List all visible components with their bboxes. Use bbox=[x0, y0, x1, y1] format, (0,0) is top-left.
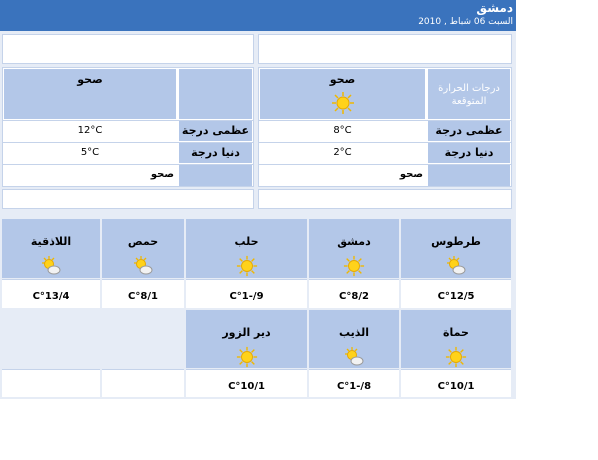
city-card-8 bbox=[186, 310, 307, 368]
sun-icon bbox=[236, 255, 258, 277]
tomorrow-summary-label-cell bbox=[179, 165, 252, 186]
city-card-7 bbox=[309, 310, 399, 368]
city-temp: C°10/1 bbox=[228, 381, 265, 392]
cities-grid bbox=[0, 213, 516, 399]
tomorrow-max-value: 12°C bbox=[77, 125, 103, 136]
tomorrow-max-value-cell bbox=[4, 121, 176, 141]
city-temp-cell-4 bbox=[102, 279, 184, 308]
sun-cloud-icon bbox=[40, 255, 62, 277]
sun-icon bbox=[236, 346, 258, 368]
tomorrow-max-label-cell bbox=[179, 121, 252, 141]
today-min-value-cell bbox=[260, 143, 425, 163]
today-condition-cell bbox=[260, 69, 425, 119]
panel-spacer-right bbox=[258, 34, 512, 64]
city-name: دمشق bbox=[337, 235, 371, 248]
today-max-label: عظمى درجة bbox=[435, 124, 503, 137]
today-min-value: 2°C bbox=[333, 147, 352, 158]
today-summary-label-cell bbox=[428, 165, 510, 186]
city-temp-cell-8 bbox=[186, 369, 307, 397]
sun-cloud-icon bbox=[445, 255, 467, 277]
panel-footer-left bbox=[2, 189, 254, 209]
city-temp: C°10/1 bbox=[437, 381, 475, 392]
city-name: دير الزور bbox=[222, 326, 271, 339]
city-name: طرطوس bbox=[431, 235, 481, 248]
today-forecast-box bbox=[258, 67, 512, 187]
today-title-label: درجات الحرارة المتوقعة bbox=[438, 83, 500, 107]
city-temp-cell-6 bbox=[401, 369, 511, 397]
tomorrow-min-label: دنيا درجة bbox=[191, 146, 240, 159]
city-card-1 bbox=[401, 219, 511, 278]
today-min-label: دنيا درجة bbox=[444, 146, 494, 159]
tomorrow-min-value-cell bbox=[4, 143, 176, 163]
today-min-label-cell bbox=[428, 143, 510, 163]
city-temp: C°8/1 bbox=[128, 291, 158, 302]
tomorrow-min-value: 5°C bbox=[80, 147, 100, 158]
city-card-6 bbox=[401, 310, 511, 368]
today-title-cell bbox=[428, 69, 510, 119]
sun-icon bbox=[445, 346, 467, 368]
sun-icon bbox=[343, 255, 365, 277]
city-temp: C°8/2 bbox=[339, 291, 369, 302]
panel-footer-right bbox=[258, 189, 512, 209]
city-temp: C°12/5 bbox=[437, 291, 475, 302]
sun-cloud-icon bbox=[132, 255, 154, 277]
today-condition-label: صحو bbox=[329, 73, 356, 86]
city-temp: C°13/4 bbox=[32, 291, 70, 302]
today-summary: صحو bbox=[399, 169, 423, 180]
city-title: دمشق bbox=[476, 1, 513, 15]
city-name: حماة bbox=[443, 326, 469, 339]
tomorrow-summary-cell bbox=[4, 165, 176, 186]
date-label: السبت 06 شباط , 2010 bbox=[418, 17, 513, 27]
city-temp-cell-empty-1 bbox=[102, 369, 184, 397]
sun-cloud-icon bbox=[343, 346, 365, 368]
city-temp-cell-3 bbox=[186, 279, 307, 308]
city-name: الذيب bbox=[338, 326, 370, 339]
city-temp-cell-2 bbox=[309, 279, 399, 308]
city-name: اللاذقية bbox=[30, 235, 72, 248]
tomorrow-forecast-box bbox=[2, 67, 254, 187]
city-temp-cell-7 bbox=[309, 369, 399, 397]
city-temp: C°1-/9 bbox=[229, 291, 264, 302]
city-card-3 bbox=[186, 219, 307, 278]
city-card-4 bbox=[102, 219, 184, 278]
city-name: حمص bbox=[127, 235, 159, 248]
today-max-label-cell bbox=[428, 121, 510, 141]
sun-icon bbox=[331, 91, 355, 115]
tomorrow-condition-cell bbox=[4, 69, 176, 119]
tomorrow-max-label: عظمى درجة bbox=[181, 124, 250, 137]
tomorrow-summary: صحو bbox=[150, 169, 174, 180]
forecast-panel bbox=[0, 31, 516, 213]
city-card-empty bbox=[2, 310, 184, 368]
today-summary-cell bbox=[260, 165, 425, 186]
city-name: حلب bbox=[234, 235, 259, 248]
tomorrow-min-label-cell bbox=[179, 143, 252, 163]
city-temp-cell-1 bbox=[401, 279, 511, 308]
city-temp-cell-empty-2 bbox=[2, 369, 100, 397]
city-temp: C°1-/8 bbox=[336, 381, 372, 392]
tomorrow-title-cell bbox=[179, 69, 252, 119]
panel-spacer-left bbox=[2, 34, 254, 64]
today-max-value-cell bbox=[260, 121, 425, 141]
today-max-value: 8°C bbox=[333, 125, 352, 136]
city-temp-cell-5 bbox=[2, 279, 100, 308]
city-card-2 bbox=[309, 219, 399, 278]
tomorrow-condition-label: صحو bbox=[77, 73, 103, 86]
city-card-5 bbox=[2, 219, 100, 278]
header-bar bbox=[0, 0, 516, 31]
